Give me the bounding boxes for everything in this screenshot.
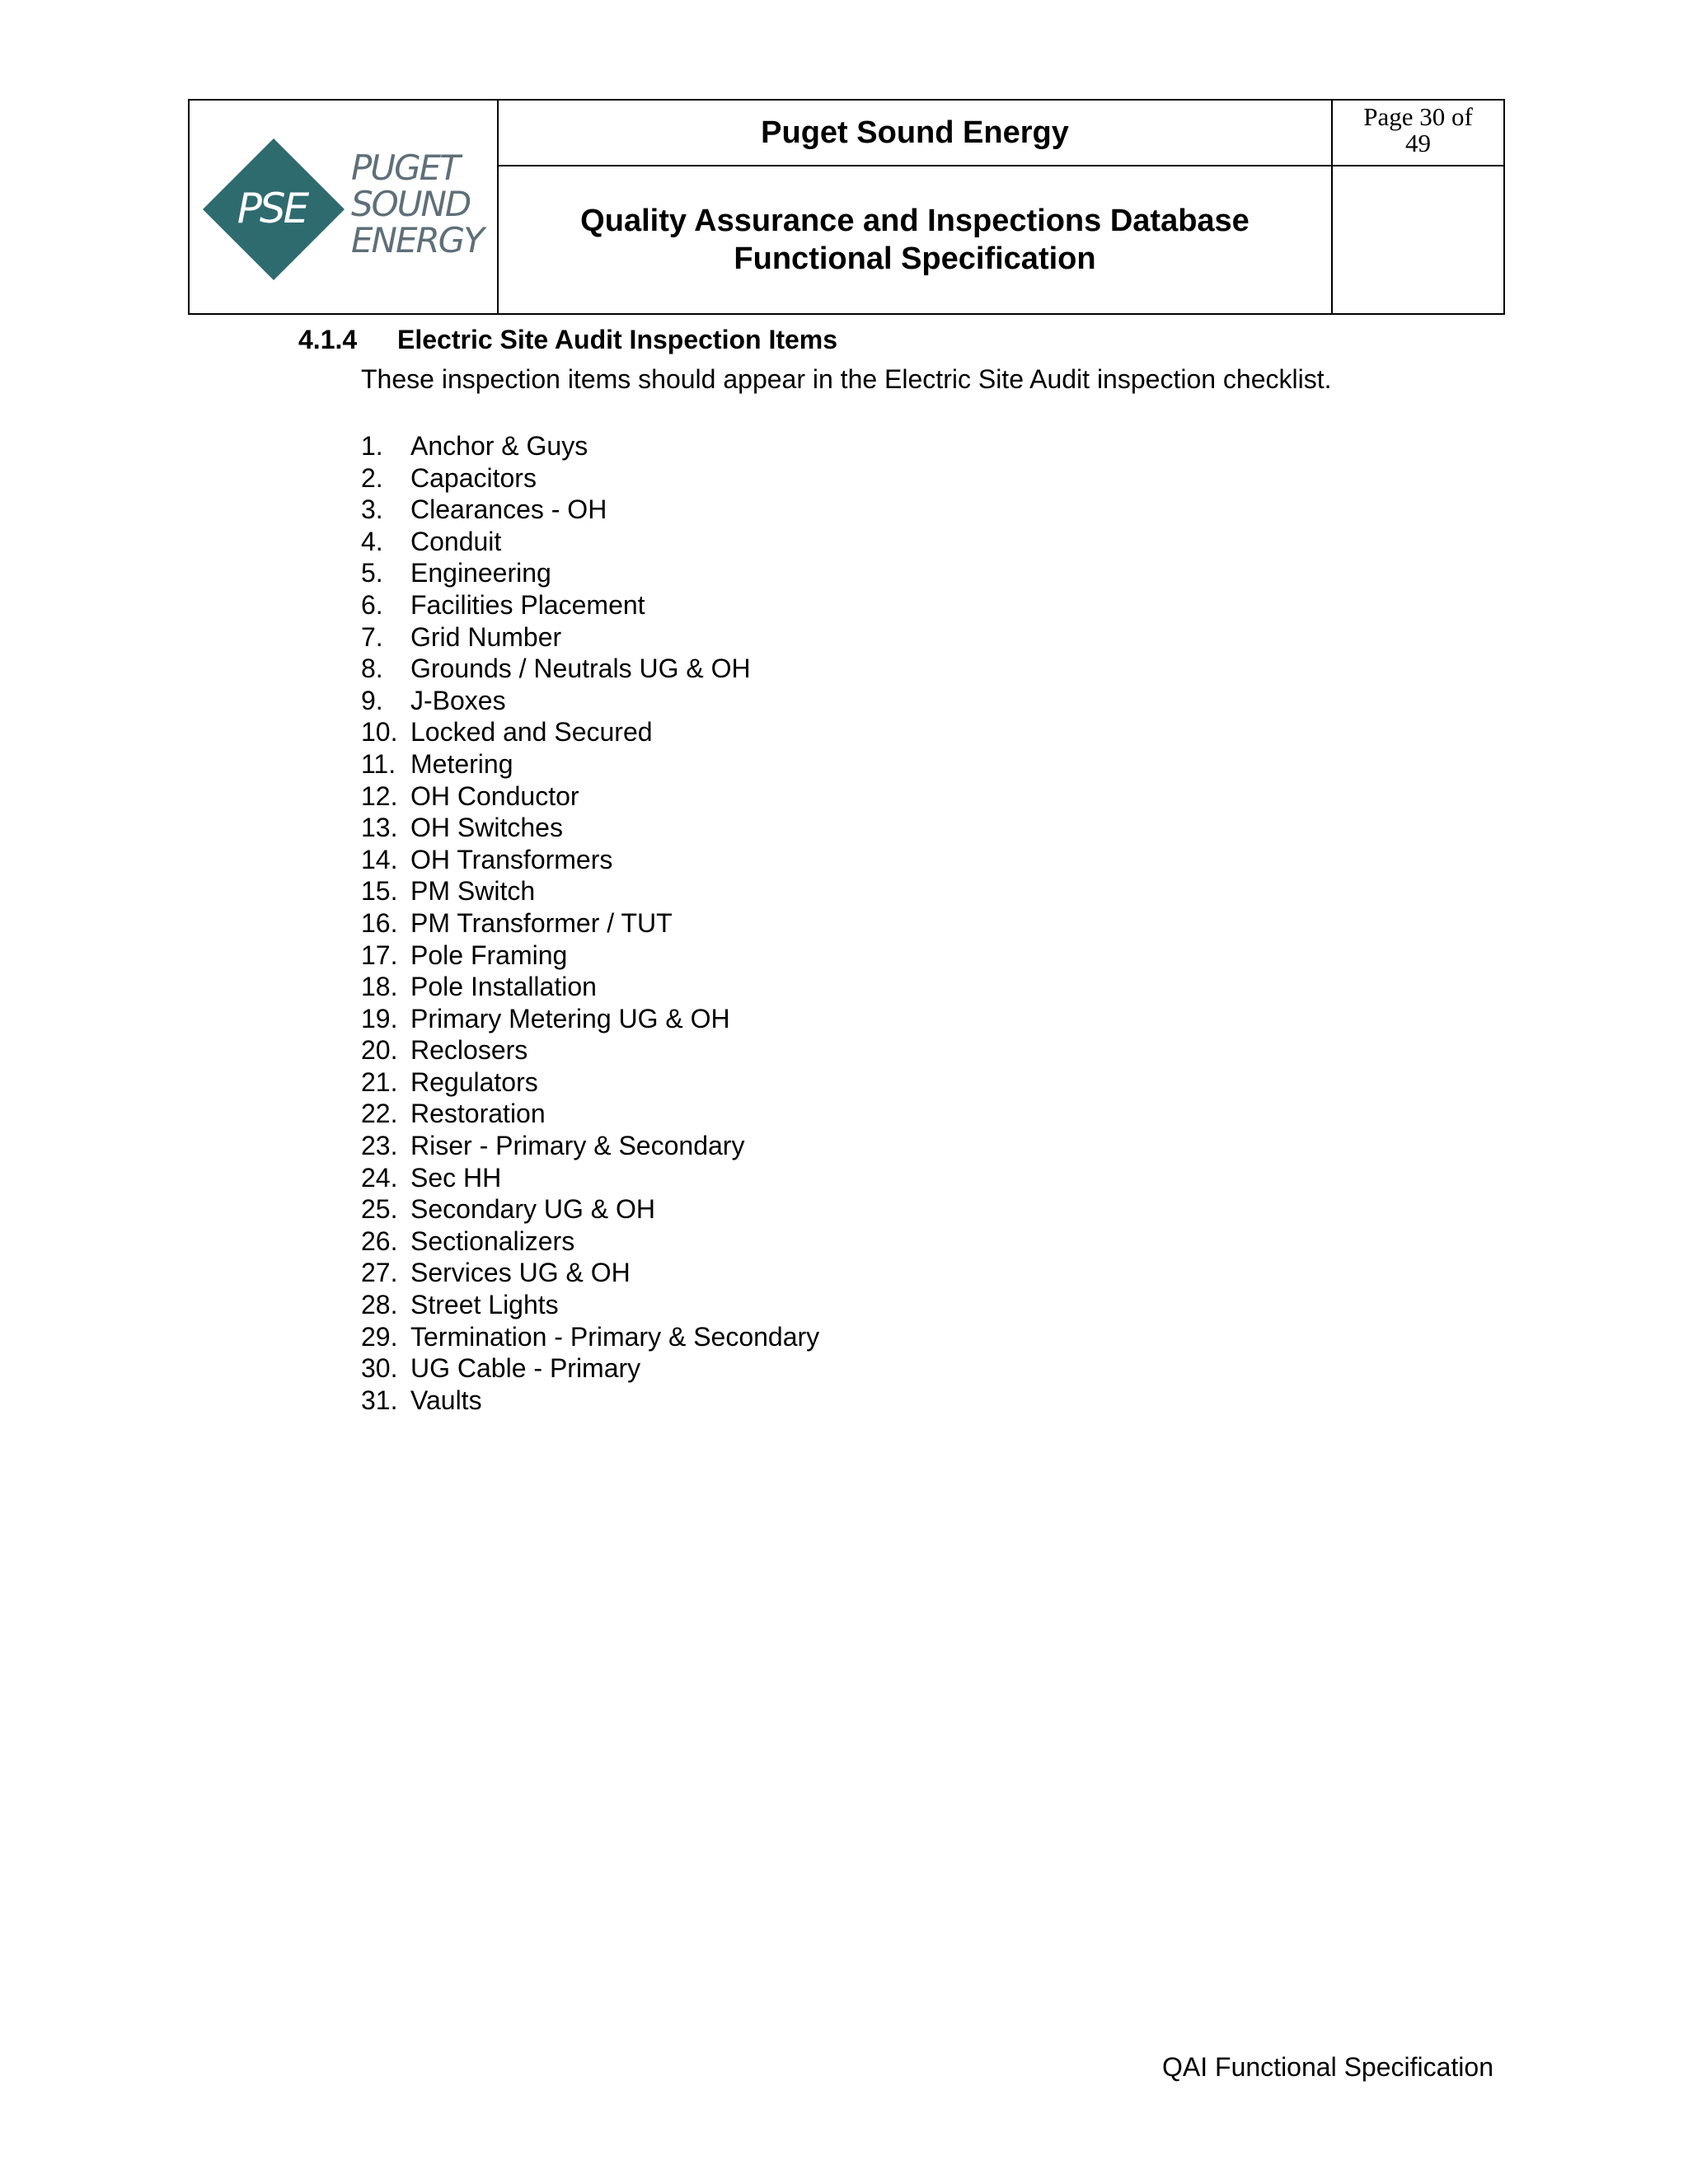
list-item-number: 11. — [361, 748, 396, 779]
document-title — [499, 166, 1333, 313]
list-item-label: OH Switches — [410, 813, 563, 843]
inspection-items-list — [361, 430, 819, 1416]
list-item-label: Vaults — [410, 1385, 482, 1415]
list-item-label: J-Boxes — [410, 685, 506, 715]
list-item-number: 17. — [361, 940, 398, 970]
section-heading — [298, 325, 837, 355]
list-item-number: 8. — [361, 654, 383, 684]
list-item — [361, 494, 819, 526]
list-item — [361, 780, 819, 813]
logo-word-sound: SOUND — [351, 184, 471, 224]
list-item-number: 27. — [361, 1258, 398, 1288]
list-item — [361, 1130, 819, 1162]
list-item-number: 12. — [361, 780, 398, 811]
list-item — [361, 653, 819, 685]
section-intro: These inspection items should appear in the Electric Site Audit inspection checklist. — [361, 364, 1332, 394]
list-item-number: 28. — [361, 1290, 398, 1320]
list-item — [361, 875, 819, 907]
list-item-label: Services UG & OH — [410, 1258, 631, 1288]
list-item-label: Grid Number — [410, 621, 562, 652]
list-item — [361, 1257, 819, 1289]
list-item — [361, 526, 819, 558]
list-item-label: Pole Installation — [410, 972, 597, 1002]
list-item — [361, 1003, 819, 1035]
document-title-line1: Quality Assurance and Inspections Database — [580, 204, 1250, 238]
page-number-line2: 49 — [1405, 129, 1431, 157]
list-item-number: 30. — [361, 1353, 398, 1384]
list-item-number: 7. — [361, 621, 383, 652]
list-item-label: Termination - Primary & Secondary — [410, 1321, 820, 1352]
list-item — [361, 1193, 819, 1226]
list-item-number: 1. — [361, 431, 383, 461]
company-name: Puget Sound Energy — [499, 101, 1333, 166]
list-item — [361, 1385, 819, 1417]
list-item — [361, 971, 819, 1003]
list-item-label: Reclosers — [410, 1035, 528, 1066]
list-item — [361, 716, 819, 748]
list-item — [361, 1352, 819, 1385]
list-item-number: 20. — [361, 1035, 398, 1066]
list-item-label: Riser - Primary & Secondary — [410, 1131, 745, 1161]
list-item — [361, 685, 819, 717]
list-item-number: 2. — [361, 462, 383, 493]
list-item-label: Clearances - OH — [410, 494, 607, 525]
logo-word-puget: PUGET — [351, 148, 459, 188]
list-item-label: Primary Metering UG & OH — [410, 1003, 730, 1033]
list-item-label: Capacitors — [410, 462, 537, 493]
list-item-label: Conduit — [410, 526, 502, 556]
list-item — [361, 748, 819, 780]
list-item — [361, 462, 819, 494]
list-item — [361, 1066, 819, 1099]
list-item — [361, 1289, 819, 1321]
page-number-line1: Page 30 of — [1363, 102, 1473, 131]
pse-logo-icon — [201, 137, 346, 282]
list-item-label: PM Transformer / TUT — [410, 907, 673, 938]
list-item — [361, 1098, 819, 1130]
document-title-line2: Functional Specification — [734, 241, 1096, 276]
section-title: Electric Site Audit Inspection Items — [397, 325, 838, 354]
logo-cell — [190, 101, 499, 313]
list-item-label: Anchor & Guys — [410, 431, 588, 461]
list-item-label: Secondary UG & OH — [410, 1194, 655, 1225]
list-item-number: 14. — [361, 844, 398, 874]
list-item-label: Engineering — [410, 558, 551, 588]
list-item-label: Sec HH — [410, 1162, 502, 1193]
list-item-number: 22. — [361, 1099, 398, 1129]
list-item-label: Street Lights — [410, 1290, 559, 1320]
list-item-number: 23. — [361, 1131, 398, 1161]
list-item-number: 16. — [361, 907, 398, 938]
list-item — [361, 589, 819, 621]
list-item-number: 9. — [361, 685, 383, 715]
list-item — [361, 940, 819, 972]
list-item-label: Pole Framing — [410, 940, 568, 970]
list-item-number: 29. — [361, 1321, 398, 1352]
list-item-number: 15. — [361, 876, 398, 907]
list-item — [361, 907, 819, 940]
list-item-number: 5. — [361, 558, 383, 588]
list-item-number: 24. — [361, 1162, 398, 1193]
section-number: 4.1.4 — [298, 325, 358, 354]
list-item-number: 6. — [361, 589, 383, 620]
list-item-label: PM Switch — [410, 876, 536, 907]
list-item-label: Sectionalizers — [410, 1226, 575, 1256]
list-item — [361, 1034, 819, 1066]
list-item-number: 10. — [361, 717, 398, 748]
list-item — [361, 1162, 819, 1194]
list-item — [361, 430, 819, 462]
list-item — [361, 1321, 819, 1353]
list-item — [361, 621, 819, 654]
list-item-label: Metering — [410, 748, 513, 779]
list-item-number: 3. — [361, 494, 383, 525]
list-item-label: OH Conductor — [410, 780, 579, 811]
list-item-label: OH Transformers — [410, 844, 613, 874]
list-item-label: UG Cable - Primary — [410, 1353, 641, 1384]
list-item — [361, 1226, 819, 1258]
header-blank-cell — [1333, 166, 1503, 313]
document-header — [188, 99, 1505, 315]
list-item-number: 31. — [361, 1385, 398, 1415]
list-item-number: 13. — [361, 813, 398, 843]
list-item-label: Grounds / Neutrals UG & OH — [410, 654, 751, 684]
logo-mark-text: PSE — [237, 185, 307, 232]
list-item-number: 25. — [361, 1194, 398, 1225]
list-item-number: 19. — [361, 1003, 398, 1033]
list-item — [361, 557, 819, 589]
list-item-number: 18. — [361, 972, 398, 1002]
list-item-number: 26. — [361, 1226, 398, 1256]
logo-word-energy: ENERGY — [351, 220, 483, 260]
list-item-label: Restoration — [410, 1099, 546, 1129]
list-item — [361, 844, 819, 876]
list-item-label: Locked and Secured — [410, 717, 653, 748]
page-number — [1333, 101, 1503, 166]
list-item-number: 4. — [361, 526, 383, 556]
list-item — [361, 812, 819, 844]
list-item-number: 21. — [361, 1066, 398, 1097]
list-item-label: Regulators — [410, 1066, 538, 1097]
footer-text: QAI Functional Specification — [1162, 2052, 1493, 2082]
list-item-label: Facilities Placement — [410, 589, 645, 620]
